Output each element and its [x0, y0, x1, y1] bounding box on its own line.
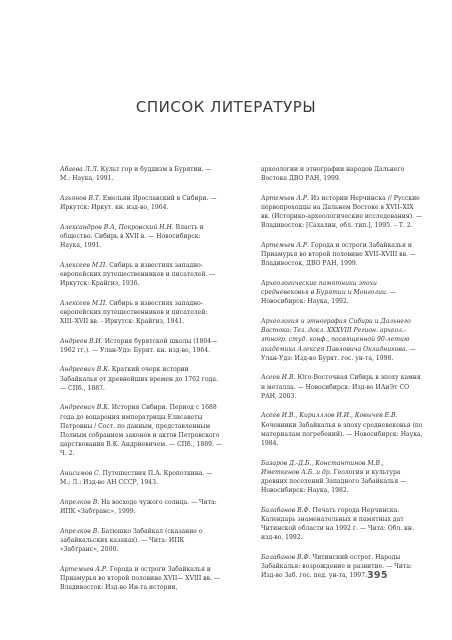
page-number: 395	[367, 570, 388, 581]
bibliography-entry: археологии и этнографии народов Дальнего Востока ДВО РАН, 1999.	[261, 166, 405, 183]
page-title: СПИСОК ЛИТЕРАТУРЫ	[135, 98, 317, 116]
bibliography-entry: Асеев И.В., Кирилллов И.И., Ковычев Е.В. Кочевники Забайкалья в эпоху средневековья (по материалам погребений). — Новосибирск: Наука, 1984.	[261, 412, 423, 448]
bibliography-entry: Андреевич В.К. Краткий очерк истории Забайкалья от древнейших времен до 1762 года. — СПб., 1887.	[60, 366, 218, 392]
bibliography-entry: Асеев И.В. Юго-Восточная Сибирь в эпоху камня и металла. — Новосибирск: Изд-во ИАиЭт СО РАН, 2003.	[261, 374, 421, 400]
bibliography-entry: Алексеев М.П. Сибирь в известиях западно-европейских путешественников и писателей. — Иркутск: Крайгиз, 1936.	[60, 261, 216, 287]
bibliography-entry: Археологические памятники эпохи средневековья в Бурятии и Монголии. — Новосибирск: Наука, 1992.	[261, 280, 396, 306]
bibliography-entry: Археология и этнография Сибири и Дальнего Востока: Тез. докл. XXXVIII Регион. археол.-этногр. студ. конф., посвященной 90-летию академика Алексея Павловича Окладникова. — Улан-Удэ: Изд-во Бурят. гос. ун-та, 1998.	[261, 318, 416, 362]
bibliography-entry: Базаров Д.-Д.Б., Константинов М.В., Иметкенов А.Б. и др. Геология и культура древних поселений Западного Забайкалья — Новосибирск: Наука, 1982.	[261, 459, 407, 495]
bibliography-entry: Балабанов В.Ф. Читинский острог. Народы Забайкалья: возрождение и развитие. — Чита: Изд-во Заб. гос. пед. ун-та, 1997.	[261, 554, 413, 580]
bibliography-entry: Артемьев А.Р. Города и остроги Забайкалья и Приамурья во второй половине XVII— XVIII вв. — Владивосток: Изд-во Ин-та истории,	[60, 565, 220, 591]
bibliography-entry: Апрелков В. Батюшко Забайкал (сказание о забайкальских казаках). — Чита: ИПК «Забтранс», 2000.	[60, 527, 203, 553]
bibliography-entry: Абаева Л.Л. Культ гор и буддизм в Бурятии. — М.: Наука, 1991.	[60, 166, 212, 183]
bibliography-entry: Андреев В.И. История бурятской школы (1804—1962 гг.). — Улан-Удэ: Бурят. кн. изд-во, 1964.	[60, 337, 218, 354]
bibliography-entry: Азьянов В.Т. Емельян Ярославский в Сибири. — Иркутск: Иркут. кн. изд-во, 1964.	[60, 194, 217, 211]
bibliography-entry: Артемьев А.Р. Города и остроги Забайкалья и Приамурья во второй половине XVII–XVIII вв. — Владивосток, ДВО РАН, 1999.	[261, 242, 417, 268]
bibliography-entry: Алексеев М.П. Сибирь в известиях западно-европейских путешественников и писателей: XIII–XVII вв. - Иркутск: Крайгиз, 1941.	[60, 299, 208, 325]
bibliography-left-column	[60, 165, 223, 603]
bibliography-right-column	[261, 165, 424, 591]
bibliography-entry: Балабанов В.Ф. Печать города Нерчинска. Календарь знаменательных и памятных дат Читинской области на 1992 г. — Чита: Обл. кн. изд-во, 1992.	[261, 506, 414, 542]
bibliography-entry: Апрелков В. На восходе чужого солнца. — Чита: ИПК «Забтранс», 1999.	[60, 498, 217, 515]
bibliography-entry: Андреевич В.К. История Сибири. Период с 1688 года до воцарения императрицы Елисаветы Петровны / Сост. по данным, представленным Полным собранием законов и актов Петровского царствования В.К. Андриевичем. — СПб., 1889. — Ч. 2.	[60, 404, 223, 458]
bibliography-entry: Артемьев А.Р. Из истории Нерчинска // Русские первопроходцы на Дальнем Востоке в XVII–XIX вв. (Историко-археологические исследования). — Владивосток: [Сахалин, обл. тип.], 1995. – Т. 2.	[261, 194, 423, 230]
bibliography-entry: Александров В.А, Покровский Н.Н. Власть и общество. Сибирь в XVII в. — Новосибирск: Наука, 1991.	[60, 223, 204, 249]
bibliography-entry: Анисимов С. Путешествия П.А. Кропоткина. — М.; Л.: Изд-во АН СССР, 1943.	[60, 470, 213, 487]
